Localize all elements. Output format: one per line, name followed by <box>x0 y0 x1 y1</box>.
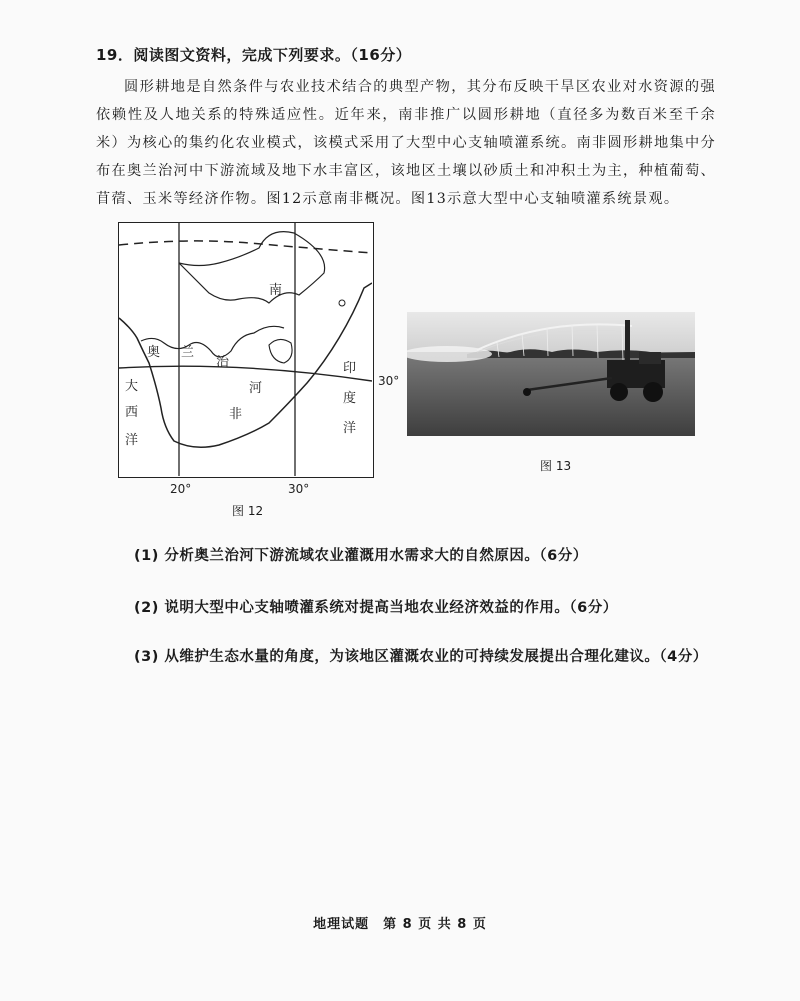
label-ao: 奥 <box>147 345 161 360</box>
label-yin: 印 <box>343 361 357 376</box>
country-border <box>179 232 325 303</box>
orange-river <box>141 326 284 357</box>
tropic-line <box>119 241 372 253</box>
south-africa-map <box>118 222 374 478</box>
eswatini-outline <box>339 300 345 306</box>
lesotho-outline <box>269 339 292 363</box>
parallel-30s <box>119 366 372 381</box>
label-da: 大 <box>125 379 139 394</box>
question-passage: 圆形耕地是自然条件与农业技术结合的典型产物，其分布反映干旱区农业对水资源的强依赖性及人地关系的特殊适应性。近年来，南非推广以圆形耕地（直径多为数百米至千余米）为核心的集约化农业模式，该模式采用了大型中心支轴喷灌系统。南非圆形耕地集中分布在奥兰治河中下游流域及地下水丰富区，该地区土壤以砂质土和冲积土为主，种植葡萄、苜蓿、玉米等经济作物。图12示意南非概况。图13示意大型中心支轴喷灌系统景观。 <box>96 79 716 207</box>
label-du: 度 <box>343 391 357 406</box>
label-he: 河 <box>249 381 263 396</box>
figure-12-caption: 图 12 <box>232 504 264 518</box>
photo-drawing <box>407 312 695 436</box>
label-nan: 南 <box>269 283 283 298</box>
label-xi: 西 <box>125 405 139 420</box>
question-title: 19．阅读图文资料，完成下列要求。（16分） <box>96 46 412 64</box>
label-zhi: 治 <box>216 355 230 370</box>
label-lat-30: 30° <box>378 374 400 388</box>
page-footer: 地理试题 第 8 页 共 8 页 <box>313 917 487 932</box>
label-lon-30: 30° <box>288 482 310 496</box>
label-lon-20: 20° <box>170 482 192 496</box>
sub-question-3: (3) 从维护生态水量的角度，为该地区灌溉农业的可持续发展提出合理化建议。（4分） <box>134 649 708 665</box>
sub-question-2: (2) 说明大型中心支轴喷灌系统对提高当地农业经济效益的作用。（6分） <box>134 600 618 616</box>
figure-13-caption: 图 13 <box>540 459 572 473</box>
label-yang-east: 洋 <box>343 421 357 436</box>
center-pivot-photo <box>407 312 695 436</box>
sub-question-1: (1) 分析奥兰治河下游流域农业灌溉用水需求大的自然原因。（6分） <box>134 548 588 564</box>
label-fei: 非 <box>229 407 243 422</box>
label-yang-west: 洋 <box>125 433 139 448</box>
coastline <box>119 283 372 447</box>
label-lan: 兰 <box>181 345 195 360</box>
